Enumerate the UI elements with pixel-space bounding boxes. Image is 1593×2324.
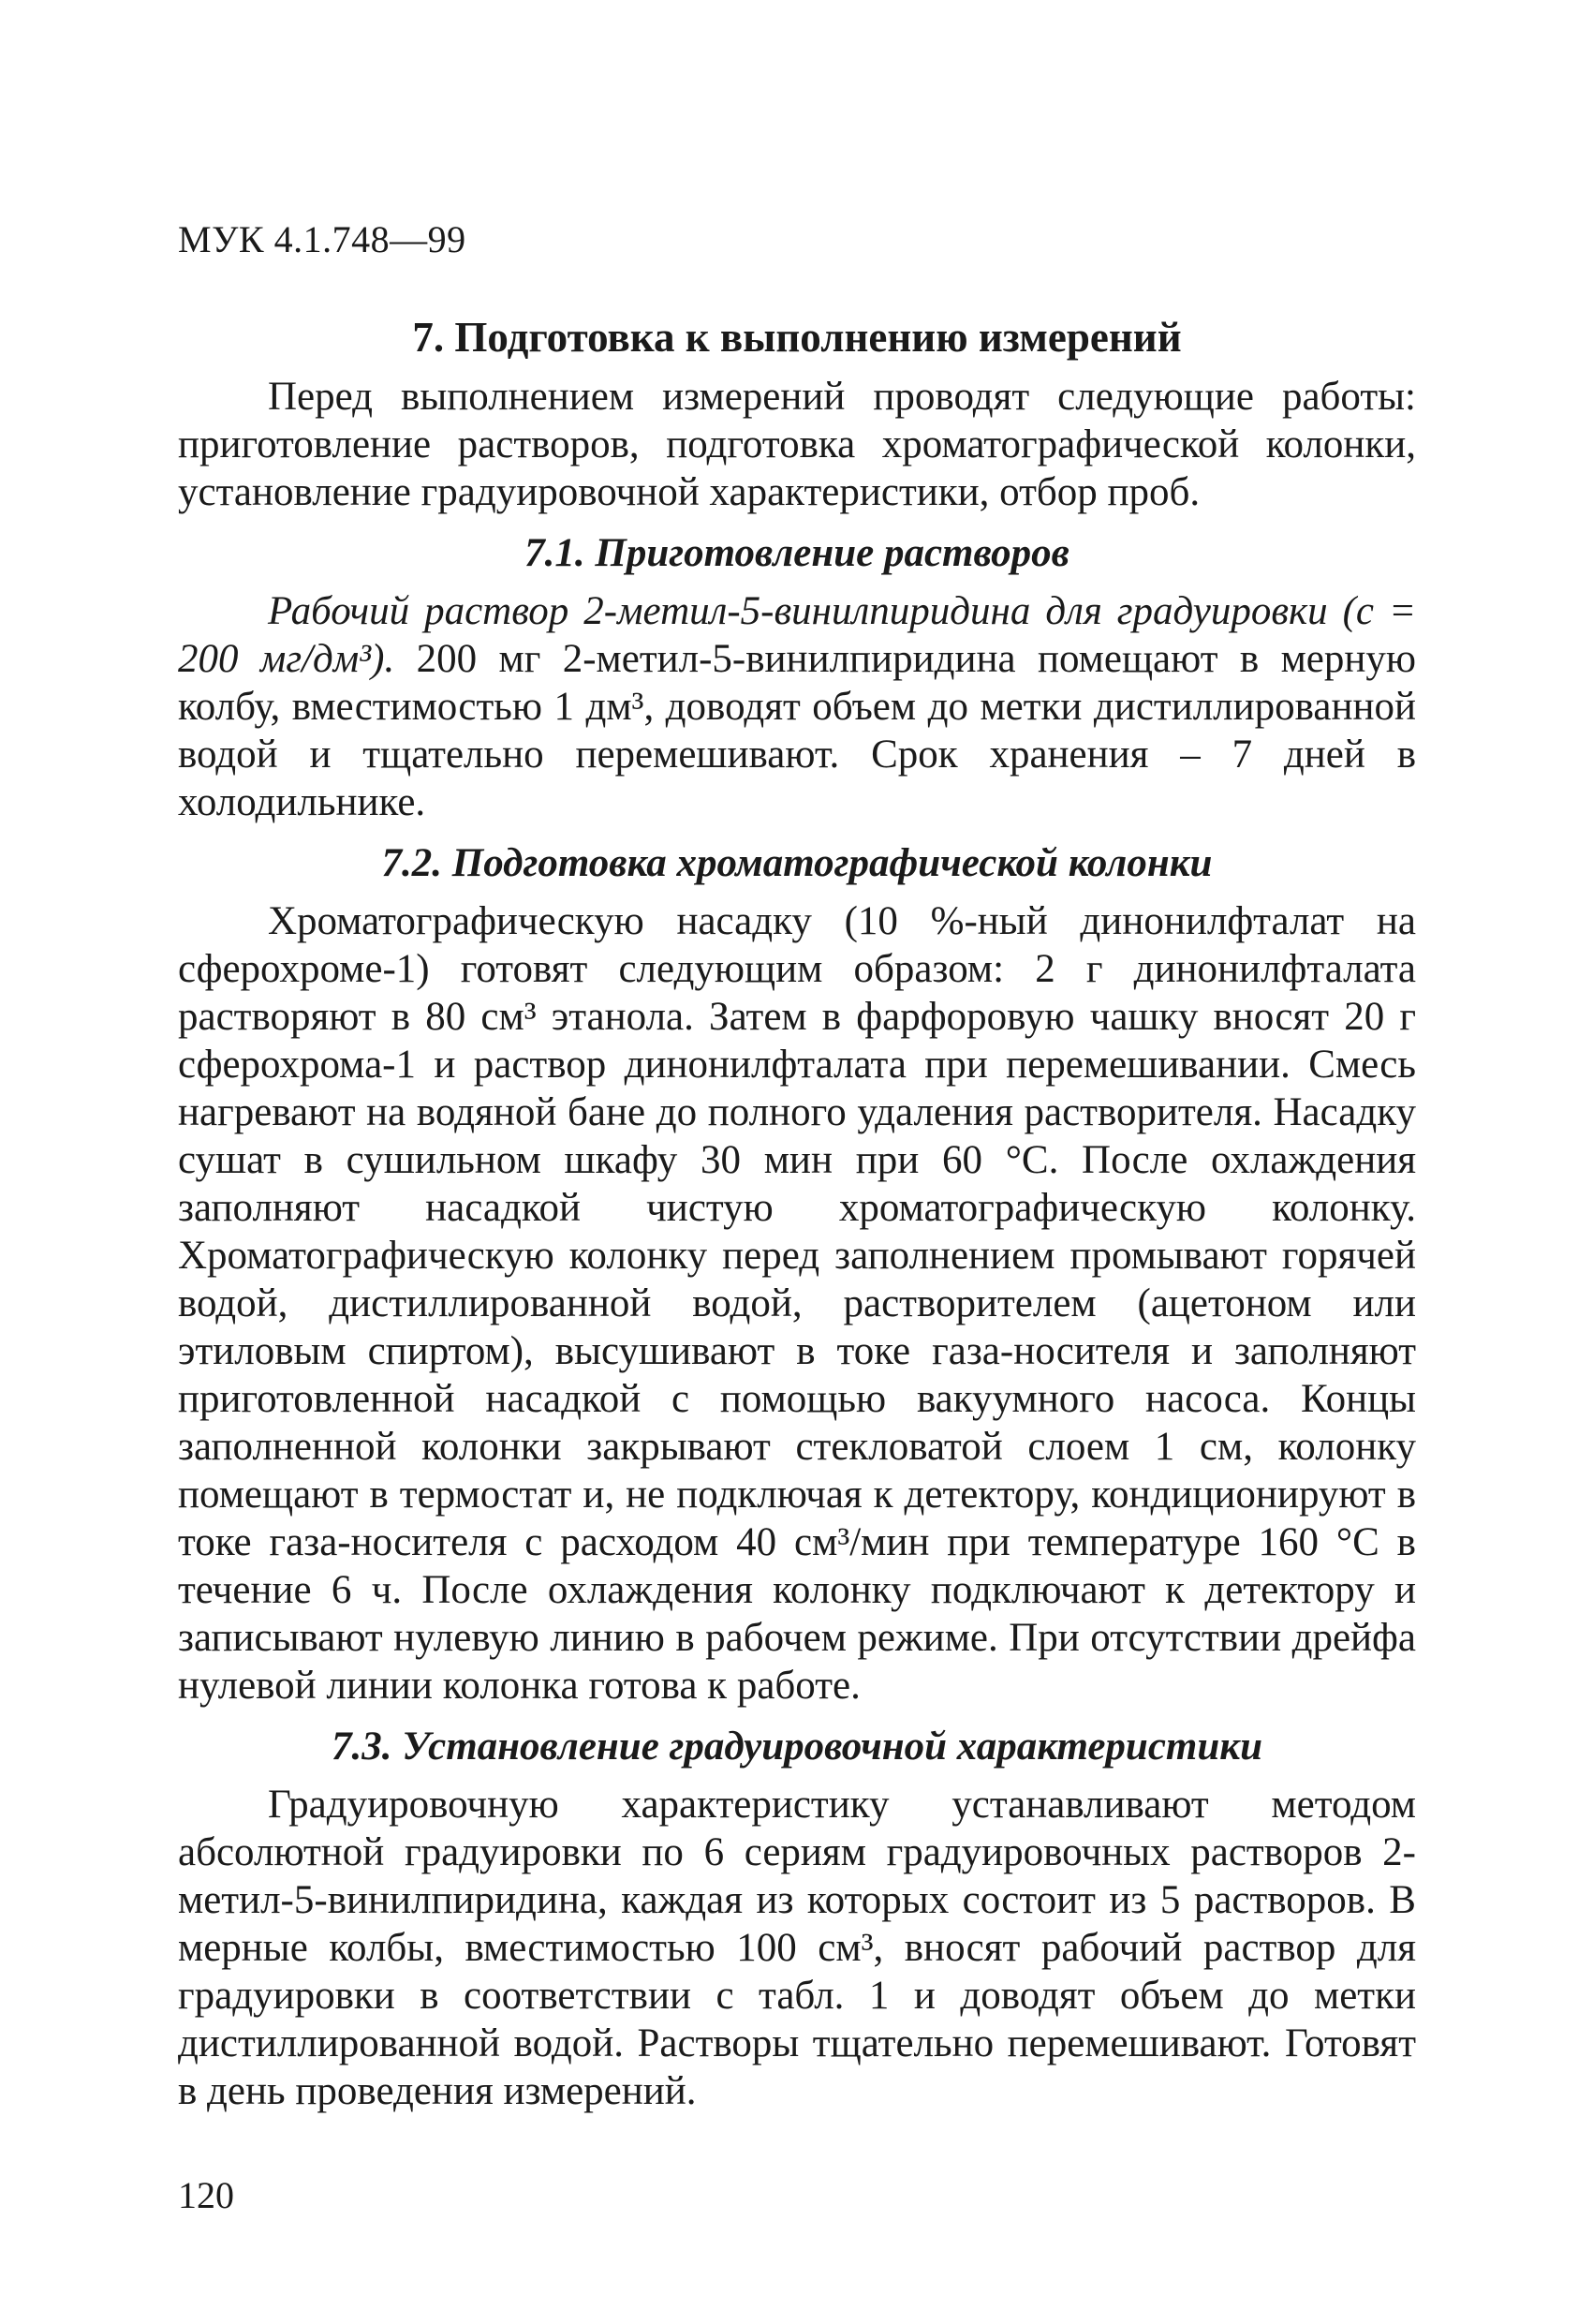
subsection-7-3-paragraph: Градуировочную характеристику устанавливают методом абсолютной градуировки по 6 сериям градуировочных растворов 2-метил-5-винилпиридина, каждая из которых состоит из 5 растворов. В мерные колбы, вместимостью 100 см³, вносят рабочий раствор для градуировки в соответствии с табл. 1 и доводят объем до метки дистиллированной водой. Растворы тщательно перемешивают. Готовят в день проведения измерений. bbox=[178, 1783, 1416, 2113]
page-number: 120 bbox=[178, 2174, 234, 2216]
subsection-7-1-italic-lead: Рабочий раствор 2-метил-5-винилпиридина для градуировки (с = 200 мг/дм³). bbox=[178, 589, 1416, 681]
section-title: 7. Подготовка к выполнению измерений bbox=[412, 314, 1182, 361]
subsection-7-1-title: 7.1. Приготовление растворов bbox=[524, 531, 1069, 575]
subsection-7-3-title: 7.3. Установление градуировочной характеристики bbox=[331, 1724, 1263, 1769]
subsection-7-2-paragraph: Хроматографическую насадку (10 %-ный динонилфталат на сферохроме-1) готовят следующим образом: 2 г динонилфталата растворяют в 80 см³ этанола. Затем в фарфоровую чашку вносят 20 г сферохрома-1 и раствор динонилфталата при перемешивании. Смесь нагревают на водяной бане до полного удаления растворителя. Насадку сушат в сушильном шкафу 30 мин при 60 °С. После охлаждения заполняют насадкой чистую хроматографическую колонку. Хроматографическую колонку перед заполнением промывают горячей водой, дистиллированной водой, растворителем (ацетоном или этиловым спиртом), высушивают в токе газа-носителя и заполняют приготовленной насадкой с помощью вакуумного насоса. Концы заполненной колонки закрывают стекловатой слоем 1 см, колонку помещают в термостат и, не подключая к детектору, кондиционируют в токе газа-носителя с расходом 40 см³/мин при температуре 160 °С в течение 6 ч. После охлаждения колонку подключают к детектору и записывают нулевую линию в рабочем режиме. При отсутствии дрейфа нулевой линии колонка готова к работе. bbox=[178, 899, 1416, 1708]
page-content bbox=[178, 311, 1416, 2115]
document-code: МУК 4.1.748—99 bbox=[178, 218, 466, 260]
subsection-7-1-body: 200 мг 2-метил-5-винилпиридина помещают в мерную колбу, вместимостью 1 дм³, доводят объем до метки дистиллированной водой и тщательно перемешивают. Срок хранения – 7 дней в холодильнике. bbox=[178, 637, 1417, 824]
subsection-7-2-title: 7.2. Подготовка хроматографической колонки bbox=[381, 841, 1213, 885]
section-intro-paragraph: Перед выполнением измерений проводят следующие работы: приготовление растворов, подготовка хроматографической колонки, установление градуировочной характеристики, отбор проб. bbox=[178, 375, 1416, 514]
subsection-7-1-paragraph bbox=[178, 587, 1416, 826]
